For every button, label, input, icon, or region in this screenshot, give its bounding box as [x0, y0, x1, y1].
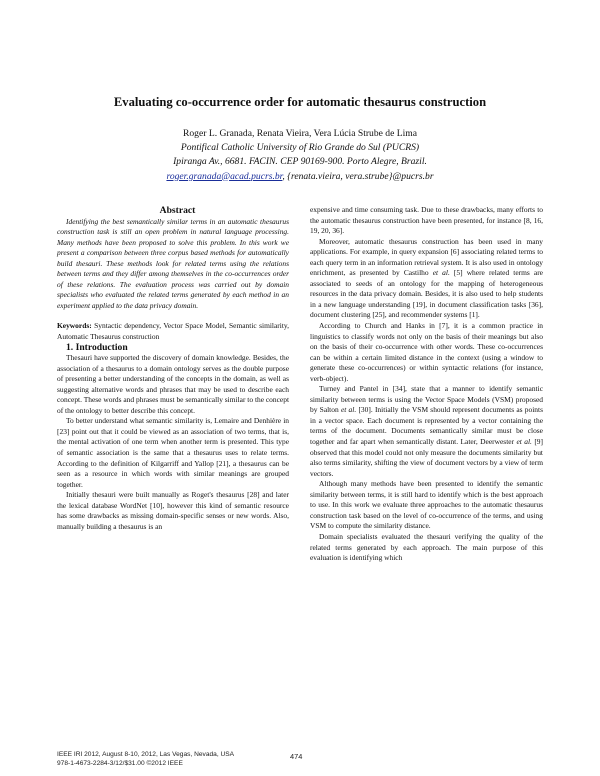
paper-title: Evaluating co-occurrence order for automatic thesaurus construction [113, 95, 487, 109]
right-paragraph-2: Moreover, automatic thesaurus construction has been used in many applications. For example, in query expansion [6] associating related terms to each query term in an information retrieval system. It is also used in ontology enrichment, as presented by Castilho et al. [5] where related terms are associated to seeds of an ontology for the mapping of heterogeneous resources in the data privacy domain. Besides, it is also used to help students in a new language understanding [19], in document classification tasks [36], document clustering [25], and recommender systems [1]. [310, 236, 543, 320]
affiliation: Pontifical Catholic University of Rio Grande do Sul (PUCRS) [180, 142, 420, 154]
keywords-text: Syntactic dependency, Vector Space Model, Semantic similarity, Automatic Thesaurus construction [57, 321, 289, 342]
right-paragraph-5: Although many methods have been presented to identify the semantic similarity between terms, it is still hard to identify which is the best approach to use. In this work we evaluate three approaches to the automatic thesaurus construction task based on the level of co-occurrence of the terms, and using VSM to compute the similarity distance. [310, 479, 543, 531]
address: Ipiranga Av., 6681. FACIN. CEP 90169-900. Porto Alegre, Brazil. [173, 156, 427, 168]
section-heading-introduction: 1. Introduction [66, 341, 128, 353]
email-rest: , {renata.vieira, vera.strube}@pucrs.br [282, 170, 434, 182]
footer-line-1: IEEE IRI 2012, August 8-10, 2012, Las Vegas, Nevada, USA [57, 751, 235, 758]
right-paragraph-6: Domain specialists evaluated the thesauri verifying the quality of the related terms generated by each approach. The main purpose of this evaluation is identifying which [310, 531, 543, 563]
right-paragraph-4: Turney and Pantel in [34], state that a manner to identify semantic similarity between terms is using the Vector Space Models (VSM) proposed by Salton et al. [30]. Initially the VSM should represent documents as points in a vector space. Each document is represented by a vector containing the terms of the document. Documents semantically similar must be close together and far apart when semantically distant. Later, Deerwester et al. [9] observed that this model could not only measure the documents similarity but also terms similarity, shifting the view of document vectors by a view of term vectors. [310, 384, 543, 478]
email-line [0, 170, 600, 184]
keywords [57, 321, 289, 342]
abstract-body: Identifying the best semantically similar terms in an automatic thesaurus construction task is still an open problem in natural language processing. Many methods have been proposed to solve this problem. In this work we present a comparison between three corpus based methods for automatically build thesauri. These methods look for related terms using the relations between terms and they differ among themselves in the co-occurrences order of these relations. The evaluation process was carried out by domain specialists who evaluated the related terms generated by each method in an experiment applied to the data privacy domain. [57, 216, 289, 310]
footer-line-2: 978-1-4673-2284-3/12/$31.00 ©2012 IEEE [57, 759, 183, 767]
author-block [0, 127, 600, 184]
keywords-label: Keywords: [57, 321, 92, 331]
abstract-heading: Abstract [159, 205, 196, 216]
intro-paragraph-1: Thesauri have supported the discovery of domain knowledge. Besides, the association of a thesaurus to a domain ontology serves as the double purpose of presenting a better understanding of the concepts in the domain, as well as suggesting alternative words and phrases that may be used to describe each concept. These words and phrases must be semantically similar to the concept of the ontology to better describe this concept. [57, 353, 290, 415]
page-number: 474 [290, 752, 303, 761]
email-link[interactable]: roger.granada@acad.pucrs.br [166, 170, 283, 182]
footer-conference [57, 751, 234, 768]
right-paragraph-1: expensive and time consuming task. Due to these drawbacks, many efforts to the automatic thesaurus construction have been presented, for instance [8, 16, 19, 20, 36]. [310, 205, 543, 236]
intro-paragraph-2: To better understand what semantic similarity is, Lemaire and Denhière in [23] point out that it could be viewed as an association of two terms, that is, the mental activation of one term when another term is presented. This type of semantic association is the same that a thesaurus uses to relate terms. According to the definition of Kilgarriff and Yallop [21], a thesaurus can be seen as a resource in which words with similar meanings are grouped together. [57, 416, 289, 489]
right-paragraph-3: According to Church and Hanks in [7], it is a common practice in linguistics to classify words not only on the basis of their meanings but also on the basis of their co-occurrence with other words. These co-occurrences can be within a certain limited distance in the context (using a window to generate these co-occurrences) or within syntactic relations (for instance, verb-object). [310, 321, 543, 383]
left-column [57, 206, 289, 532]
author-names: Roger L. Granada, Renata Vieira, Vera Lúcia Strube de Lima [182, 128, 418, 139]
right-column [310, 205, 543, 564]
intro-paragraph-3: Initially thesauri were built manually as Roget's thesaurus [28] and later the lexical database WordNet [10], however this kind of semantic resource has some drawbacks as missing domain-specific senses or new words. Also, manually building a thesaurus is an [57, 490, 289, 531]
